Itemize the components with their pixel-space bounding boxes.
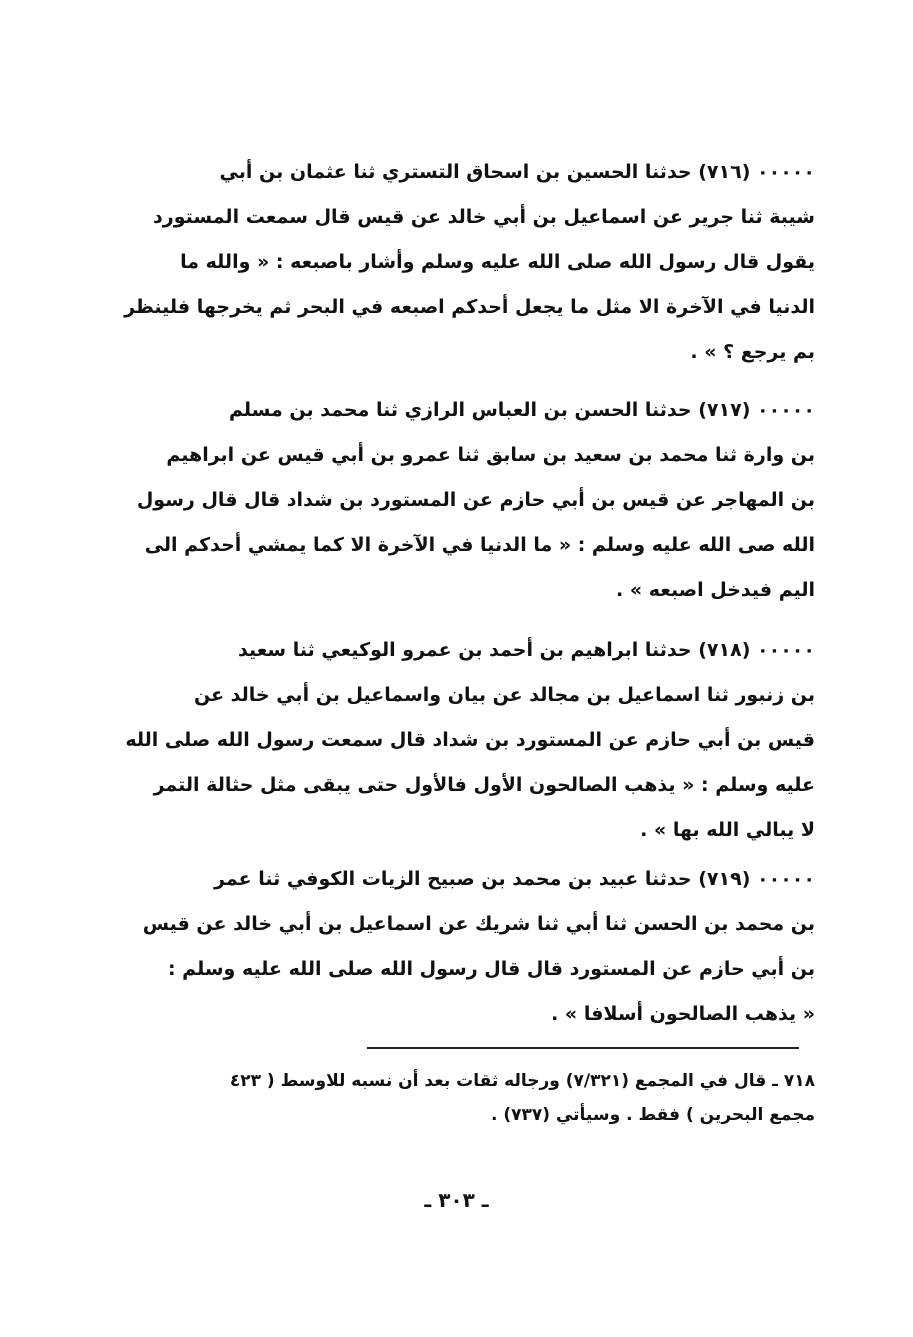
entry-line: الله صى الله عليه وسلم : « ما الدنيا في الآخرة الا كما يمشي أحدكم الى [144,534,815,556]
hadith-entry-716 [95,150,815,375]
hadith-entry-719 [95,857,815,1037]
entry-line: ٠٠٠٠٠ (٧١٦) حدثنا الحسين بن اسحاق التستري ثنا عثمان بن أبي [219,161,815,183]
page-number: ـ ٣٠٣ ـ [424,1188,489,1212]
entry-line: لا يبالي الله بها » . [640,819,815,841]
entry-line: بن المهاجر عن قيس بن أبي حازم عن المستورد بن شداد قال قال رسول [136,489,815,511]
entry-line: بن وارة ثنا محمد بن سعيد بن سابق ثنا عمرو بن أبي قيس عن ابراهيم [166,444,815,466]
entry-line: يقول قال رسول الله صلى الله عليه وسلم وأشار باصبعه : « والله ما [180,251,815,273]
entry-line: « يذهب الصالحون أسلافا » . [551,1003,815,1025]
entry-line: ٠٠٠٠٠ (٧١٩) حدثنا عبيد بن محمد بن صبيح الزيات الكوفي ثنا عمر [214,868,815,890]
footnote-divider [367,1047,799,1049]
entry-line: بن أبي حازم عن المستورد قال قال رسول الله صلى الله عليه وسلم : [167,958,815,980]
entry-line: ٠٠٠٠٠ (٧١٨) حدثنا ابراهيم بن أحمد بن عمرو الوكيعي ثنا سعيد [237,639,815,661]
footnote [95,1064,815,1132]
entry-line: عليه وسلم : « يذهب الصالحون الأول فالأول حتى يبقى مثل حثالة التمر [153,774,815,796]
entry-line: ٠٠٠٠٠ (٧١٧) حدثنا الحسن بن العباس الرازي ثنا محمد بن مسلم [229,399,815,421]
entry-line: الدنيا في الآخرة الا مثل ما يجعل أحدكم اصبعه في البحر ثم يخرجها فلينظر [124,296,815,318]
footnote-line: مجمع البحرين ) فقط . وسيأتي (٧٣٧) . [490,1105,815,1125]
hadith-entry-717 [95,388,815,613]
entry-line: بم يرجع ؟ » . [690,341,815,363]
entry-line: شيبة ثنا جرير عن اسماعيل بن أبي خالد عن قيس قال سمعت المستورد [153,206,815,228]
entry-line: بن محمد بن الحسن ثنا أبي ثنا شريك عن اسماعيل بن أبي خالد عن قيس [142,913,815,935]
footnote-line: ٧١٨ ـ قال في المجمع (٧/٣٢١) ورجاله ثقات بعد أن نسبه للاوسط ( ٤٢٣ [229,1071,815,1091]
entry-line: قيس بن أبي حازم عن المستورد بن شداد قال سمعت رسول الله صلى الله [125,729,815,751]
entry-line: بن زنبور ثنا اسماعيل بن مجالد عن بيان واسماعيل بن أبي خالد عن [193,684,815,706]
hadith-entry-718 [95,628,815,853]
entry-line: اليم فيدخل اصبعه » . [616,579,815,601]
